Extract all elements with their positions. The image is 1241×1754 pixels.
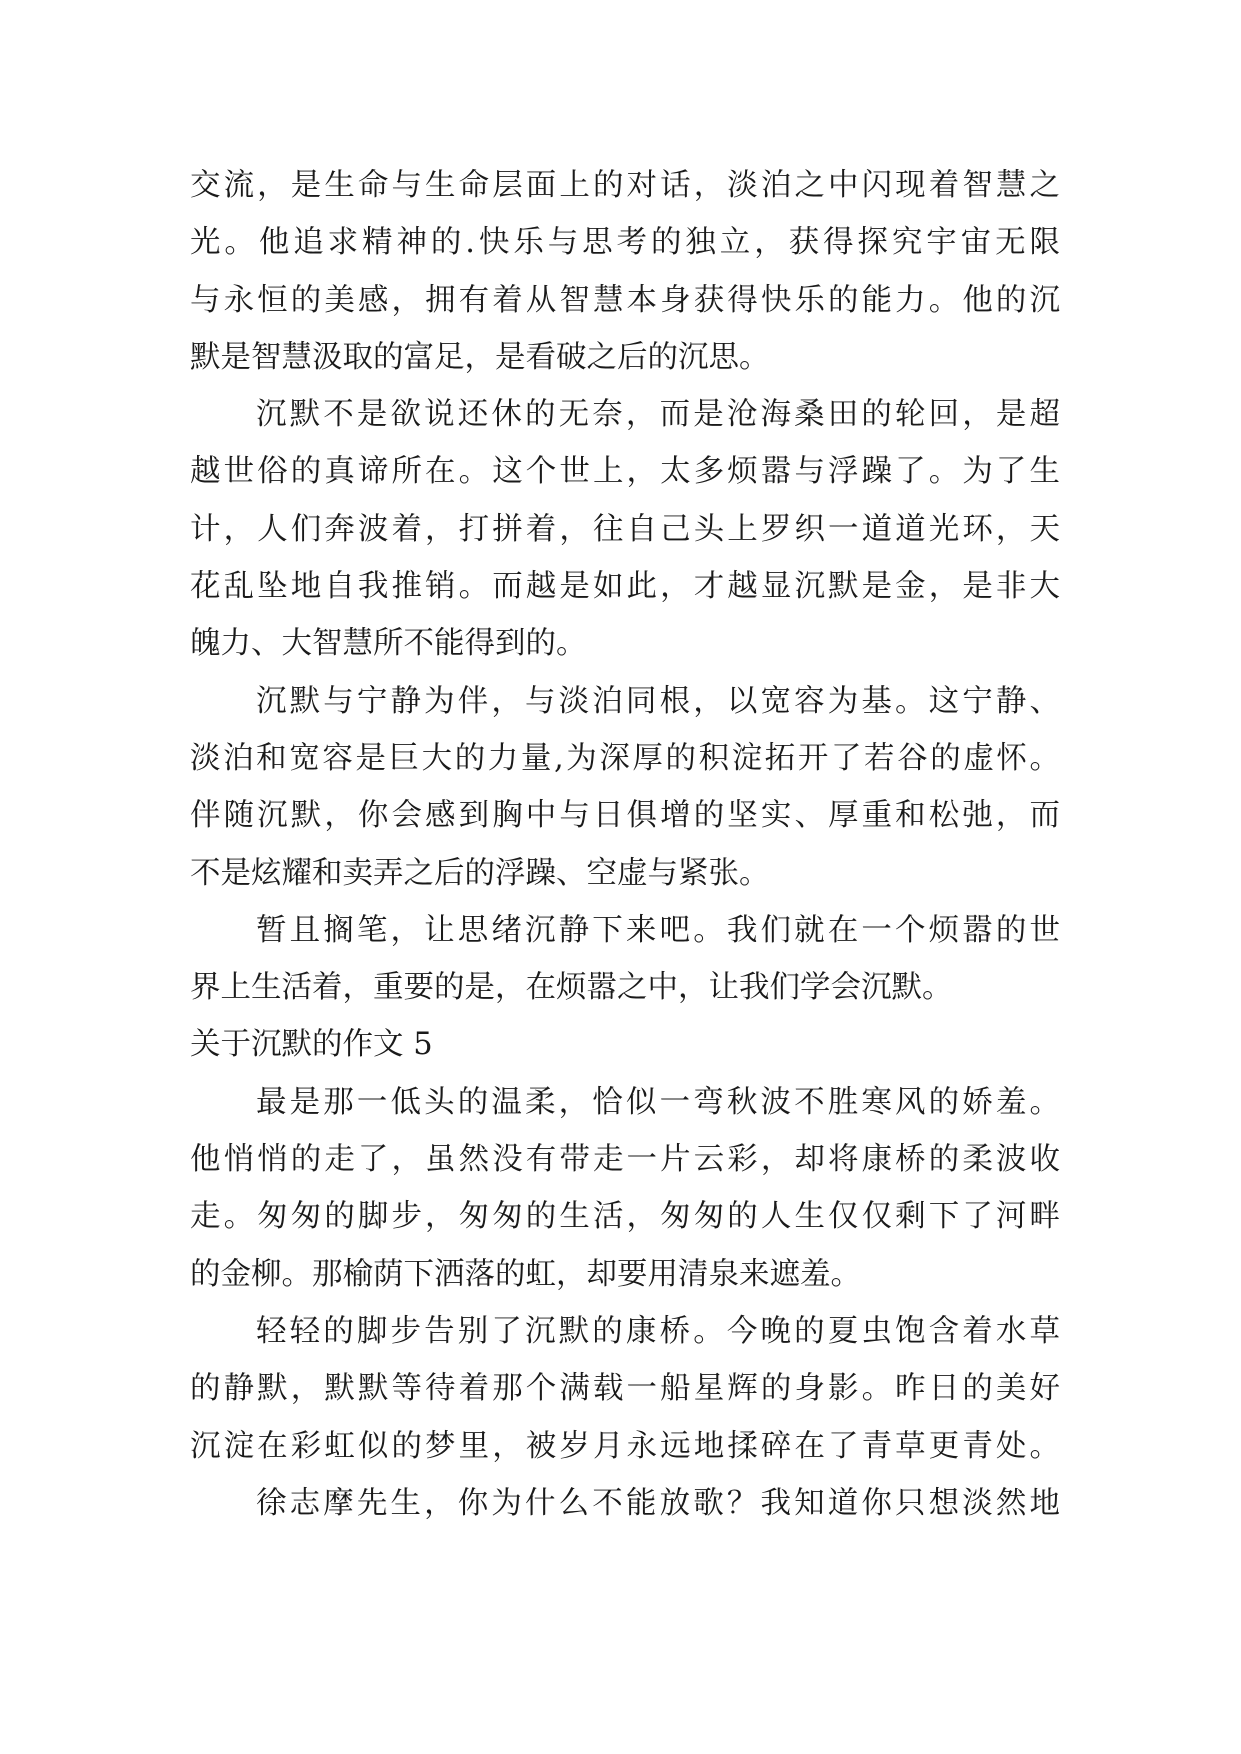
text-line: 交流，是生命与生命层面上的对话，淡泊之中闪现着智慧之	[190, 168, 1060, 203]
text-line: 沉淀在彩虹似的梦里，被岁月永远地揉碎在了青草更青处。	[190, 1428, 1060, 1464]
text-line: 的静默，默默等待着那个满载一船星辉的身影。昨日的美好	[190, 1371, 1060, 1407]
paragraph-first-line: 暂且搁笔，让思绪沉静下来吧。我们就在一个烦嚣的世	[256, 912, 1060, 948]
text-line: 他悄悄的走了，虽然没有带走一片云彩，却将康桥的柔波收	[190, 1142, 1060, 1178]
paragraph-first-line: 沉默与宁静为伴，与淡泊同根，以宽容为基。这宁静、	[256, 683, 1060, 719]
paragraph-first-line: 徐志摩先生，你为什么不能放歌？我知道你只想淡然地	[256, 1485, 1060, 1521]
paragraph-first-line: 轻轻的脚步告别了沉默的康桥。今晚的夏虫饱含着水草	[256, 1313, 1060, 1349]
paragraph-first-line: 最是那一低头的温柔，恰似一弯秋波不胜寒风的娇羞。	[256, 1084, 1060, 1120]
text-line: 魄力、大智慧所不能得到的。	[190, 626, 587, 662]
text-line: 默是智慧汲取的富足，是看破之后的沉思。	[190, 339, 770, 375]
text-line: 走。匆匆的脚步，匆匆的生活，匆匆的人生仅仅剩下了河畔	[190, 1199, 1060, 1235]
paragraph-first-line: 沉默不是欲说还休的无奈，而是沧海桑田的轮回，是超	[256, 397, 1060, 433]
text-line: 的金柳。那榆荫下洒落的虹，却要用清泉来遮羞。	[190, 1256, 861, 1292]
text-line: 光。他追求精神的.快乐与思考的独立，获得探究宇宙无限	[190, 225, 1060, 261]
text-line: 不是炫耀和卖弄之后的浮躁、空虚与紧张。	[190, 855, 770, 891]
text-line: 与永恒的美感，拥有着从智慧本身获得快乐的能力。他的沉	[190, 282, 1060, 318]
text-line: 界上生活着，重要的是，在烦嚣之中，让我们学会沉默。	[190, 970, 953, 1006]
text-line: 计，人们奔波着，打拼着，往自己头上罗织一道道光环，天	[190, 511, 1060, 547]
section-heading: 关于沉默的作文 5	[190, 1027, 433, 1063]
text-line: 越世俗的真谛所在。这个世上，太多烦嚣与浮躁了。为了生	[190, 454, 1060, 490]
text-line: 花乱坠地自我推销。而越是如此，才越显沉默是金，是非大	[190, 569, 1060, 605]
text-line: 淡泊和宽容是巨大的力量,为深厚的积淀拓开了若谷的虚怀。	[190, 740, 1060, 776]
article-body	[190, 157, 1060, 1532]
text-line: 伴随沉默，你会感到胸中与日俱增的坚实、厚重和松弛，而	[190, 798, 1060, 834]
